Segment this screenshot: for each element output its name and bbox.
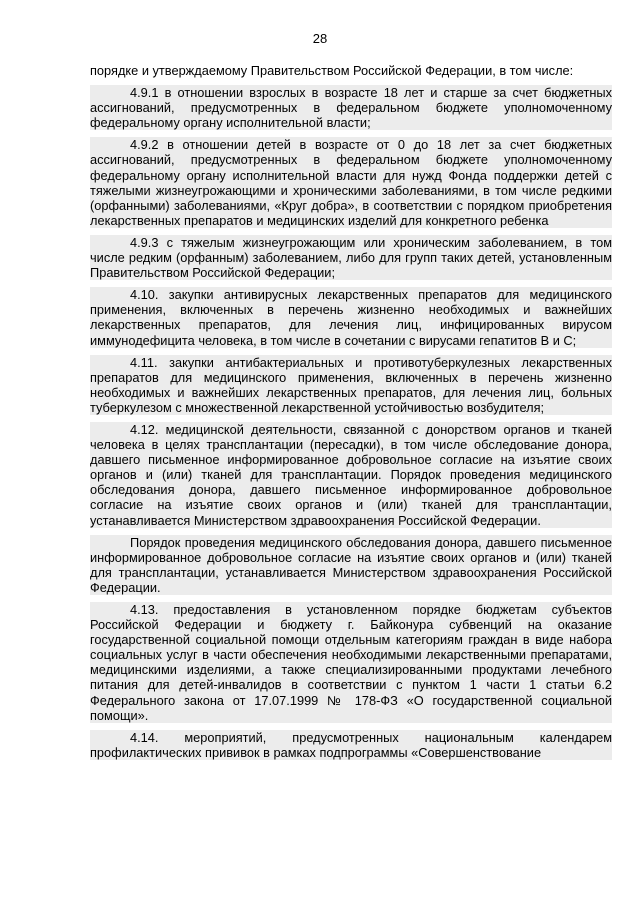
- paragraph-4-12: 4.12. медицинской деятельности, связанной с донорством органов и тканей человека в целях трансплантации (пересадки), в том числе обследование донора, давшего письменное информированное добровольное согласие на изъятие своих органов и (или) тканей для трансплантации. Порядок проведения медицинского обследования донора, давшего письменное информированное добровольное согласие на изъятие своих органов и (или) тканей для трансплантации, устанавливается Министерством здравоохранения Российской Федерации.: [90, 421, 612, 528]
- paragraph-donor-procedure: Порядок проведения медицинского обследования донора, давшего письменное информированное добровольное согласие на изъятие своих органов и (или) тканей для трансплантации, устанавливается Министерством здравоохранения Российской Федерации.: [90, 534, 612, 595]
- paragraph-4-13: 4.13. предоставления в установленном порядке бюджетам субъектов Российской Федерации и бюджету г. Байконура субвенций на оказание государственной социальной помощи отдельным категориям граждан в виде набора социальных услуг в части обеспечения необходимыми лекарственными препаратами, медицинскими изделиями, а также специализированными продуктами лечебного питания для детей-инвалидов в соответствии с пунктом 1 части 1 статьи 6.2 Федерального закона от 17.07.1999 № 178-ФЗ «О государственной социальной помощи».: [90, 602, 612, 723]
- paragraph-intro: порядке и утверждаемому Правительством Российской Федерации, в том числе:: [90, 63, 574, 78]
- paragraph-4-9-3: 4.9.3 с тяжелым жизнеугрожающим или хроническим заболеванием, в том числе редким (орфанным) заболеванием, либо для групп таких детей, установленным Правительством Российской Федерации;: [90, 234, 612, 281]
- document-body: [90, 63, 612, 760]
- paragraph-4-10: 4.10. закупки антивирусных лекарственных препаратов для медицинского применения, включенных в перечень жизненно необходимых и важнейших лекарственных препаратов, для лечения лиц, инфицированных вирусом иммунодефицита человека, в том числе в сочетании с вирусами гепатитов B и C;: [90, 287, 612, 348]
- paragraph-4-9-1: 4.9.1 в отношении взрослых в возрасте 18 лет и старше за счет бюджетных ассигнований, предусмотренных в федеральном бюджете уполномоченному федеральному органу исполнительной власти;: [90, 85, 612, 131]
- page-number: 28: [312, 31, 328, 46]
- paragraph-4-11: 4.11. закупки антибактериальных и противотуберкулезных лекарственных препаратов для медицинского применения, включенных в перечень жизненно необходимых и важнейших лекарственных препаратов, для лечения лиц, больных туберкулезом с множественной лекарственной устойчивостью возбудителя;: [90, 354, 612, 415]
- paragraph-4-14: 4.14. мероприятий, предусмотренных национальным календарем профилактических прививок в рамках подпрограммы «Совершенствование: [90, 729, 612, 760]
- paragraph-4-9-2: 4.9.2 в отношении детей в возрасте от 0 до 18 лет за счет бюджетных ассигнований, предусмотренных в федеральном бюджете уполномоченному федеральному органу исполнительной власти для нужд Фонда поддержки детей с тяжелыми жизнеугрожающими и хроническими заболеваниями, в том числе редкими (орфанными) заболеваниями, «Круг добра», в соответствии с порядком приобретения лекарственных препаратов и медицинских изделий для конкретного ребенка: [90, 137, 612, 228]
